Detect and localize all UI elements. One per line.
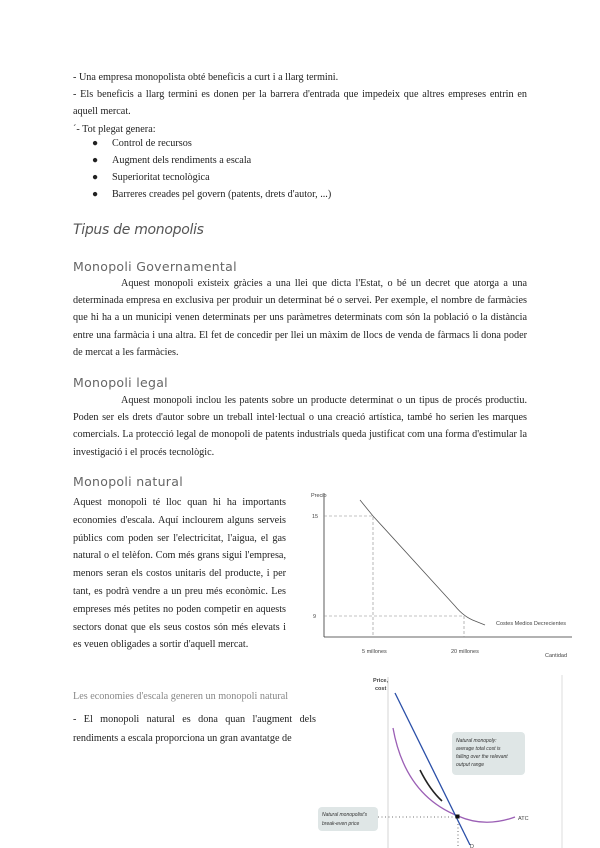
demand-label: D: [470, 844, 474, 848]
x-tick: 5 millones: [362, 649, 387, 655]
average-cost-chart: [311, 493, 572, 659]
paragraph-natural: Aquest monopoli té lloc quan hi ha importants economies d'escala. Aquí inclourem alguns serveis públics com poden ser l'electricitat, l'aigua, el gas natural o el telèfon. Com més grans sigui l'empresa, menors seran els costos unitaris del producte, i per tant, es podrà vendre a un preu més econòmic. Les empreses més petites no poden competir en aquests sectors donat que els seus costos són més elevats i es veuen obligades a sortir d'aquell mercat.: [73, 497, 286, 651]
intro-line: - Una empresa monopolista obté beneficis a curt i a llarg termini.: [73, 72, 339, 83]
y-tick: 15: [312, 514, 319, 520]
intro-line: ´- Tot plegat genera:: [73, 124, 156, 135]
x-axis-label: Cantidad: [545, 653, 568, 659]
annotation-box: [318, 807, 378, 831]
heading-natural: Monopoli natural: [73, 474, 183, 489]
y-axis-label: Price,: [373, 678, 388, 684]
annotation-text: Natural monopoly:: [456, 738, 497, 744]
guide-9: [324, 616, 464, 637]
subheading: Les economies d'escala generen un monopoli natural: [73, 691, 289, 702]
atc-label: ATC: [518, 816, 529, 822]
intro-line: - Els beneficis a llarg termini es donen per la barrera d'entrada que impedeix que altres empreses entrin en aquell mercat.: [73, 89, 527, 118]
annotation-text: Natural monopolist's: [322, 812, 368, 818]
y-axis-label: Precio: [311, 493, 327, 499]
guide-15: [324, 516, 373, 637]
heading-governamental: Monopoli Governamental: [73, 259, 237, 274]
annotation-text: average total cost is: [456, 746, 501, 752]
heading-legal: Monopoli legal: [73, 375, 168, 390]
y-tick: 9: [313, 614, 317, 620]
annotation-text: falling over the relevant: [456, 754, 508, 760]
natural-monopoly-chart: [318, 675, 562, 848]
annotation-text: break-even price: [322, 821, 360, 827]
cost-curve: [360, 500, 485, 625]
annotation-text: output range: [456, 762, 485, 768]
section-title: Tipus de monopolis: [73, 222, 204, 238]
paragraph-legal: Aquest monopoli inclou les patents sobre un producte determinat o un tipus de procés productiu. Poden ser els drets d'autor sobre un treball intel·lectual o una creació artística, també ho serien les marques comercials. La protecció legal de monopoli de patents industrials queda justificat com una forma d'estimular la investigació i el procés tecnològic.: [73, 395, 527, 458]
paragraph-natural-monopoly: - El monopoli natural es dona quan l'augment dels rendiments a escala proporciona un gran avantatge de: [73, 714, 316, 744]
y-axis-label: cost: [375, 686, 387, 692]
document-page: - Una empresa monopolista obté beneficis a curt i a llarg termini. - Els beneficis a llarg termini es donen per la barrera d'entrada que impedeix que altres empreses entrin en aquell mercat. ´- Tot plegat genera: ● Control de recursos ● Augment dels rendiments a escala ● Superioritat tecnològica ● Barreres creades pel govern (patents, drets d'autor, ...) Tipus de monopolis Monopoli Governamental Aquest monopoli existeix gràcies a una llei que dicta l'Estat, o bé un decret que atorga a una determinada empresa en exclusiva per produir un determinat bé o servei. Per exemple, el nombre de farmàcies que hi ha a un municipi venen determinats per uns paràmetres determinats com són la població o la distància entre una farmàcia i una altra. El fet de concedir per llei un màxim de llocs de venda de fàrmacs li dona poder de mercat a les farmàcies. Monopoli legal Aquest monopoli inclou les patents sobre un producte determinat o un tipus de procés productiu. Poden ser els drets d'autor sobre un treball intel·lectual o una creació artística, també ho serien les marques comercials. La protecció legal de monopoli de patents industrials queda justificat com una forma d'estimular la investigació i el procés tecnològic. Monopoli natural Aquest monopoli té lloc quan hi ha importants economies d'escala. Aquí inclourem alguns serveis públics com poden ser l'electricitat, l'aigua, el gas natural o el telèfon. Com més grans sigui l'empresa, menors seran els costos unitaris del producte, i per tant, es podrà vendre a un preu més econòmic. Les empreses més petites no poden competir en aquests sectors donat que els seus costos són més elevats i es veuen obligades a sortir d'aquell mercat. Les economies d'escala generen un monopoli natural - El monopoli natural es dona quan l'augment dels rendiments a escala proporciona un gran avantatge de Precio 15 9 5 millones 20 millones Cantidad Costes Medios Decrecientes Price, cost ATC D Natural monopoly: average total cost is falling over the relevant output range Natural monopolist's break-even price: [0, 0, 600, 848]
paragraph-governamental: Aquest monopoli existeix gràcies a una llei que dicta l'Estat, o bé un decret que atorga a una determinada empresa en exclusiva per produir un determinat bé o servei. Per exemple, el nombre de farmàcies que hi ha a un municipi venen determinats per uns paràmetres determinats com són la població o la distància entre una farmàcia i una altra. El fet de concedir per llei un màxim de llocs de venda de fàrmacs li dona poder de mercat a les farmàcies.: [73, 278, 527, 358]
falling-arrow-icon: [420, 770, 442, 801]
curve-label: Costes Medios Decrecientes: [496, 621, 567, 627]
break-even-point: [456, 815, 460, 819]
x-tick: 20 millones: [451, 649, 479, 655]
